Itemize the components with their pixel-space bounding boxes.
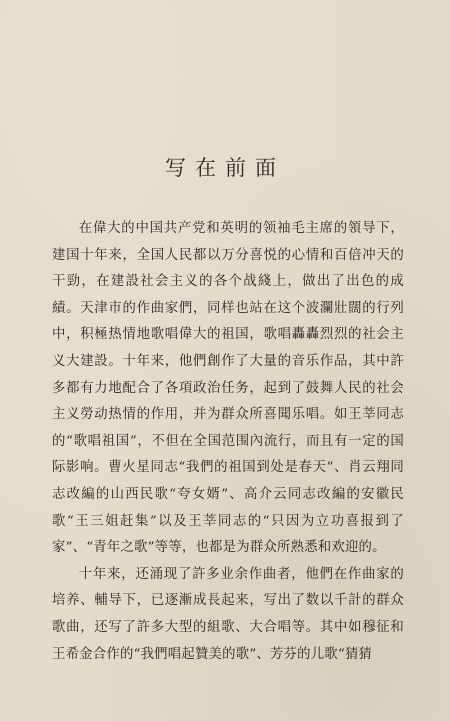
paragraph: 在偉大的中国共产党和英明的领袖毛主席的領导下，建国十年来，全国人民都以万分喜悦的心情和百倍冲天的干勁，在建設社会主义的各个战綫上，做出了出色的成績。天津市的作曲家們，同样也站在这个波瀾壯闊的行列中，积極热情地歌唱偉大的祖国，歌唱轟轟烈烈的社会主义大建設。十年来，他們創作了大量的音乐作品，其中許多都有力地配合了各項政治任务，起到了鼓舞人民的社会主义勞动热情的作用，并为群众所喜聞乐唱。如王莘同志的“歌唱祖国”，不但在全国范围內流行，而且有一定的国际影响。曹火星同志“我們的祖国到处是春天”、肖云翔同志改編的山西民歌“夸女婿”、高介云同志改編的安徽民歌“王三姐赶集”以及王莘同志的“只因为立功喜报到了家”、“青年之歌”等等，也都是为群众所熟悉和欢迎的。 [52, 221, 404, 556]
paragraph: 十年来，还涌现了許多业余作曲者，他們在作曲家的培养、輔导下，已逐漸成長起来，写出了数以千計的群众歌曲，还写了許多大型的組歌、大合唱等。其中如穆征和王希金合作的“我們唱起贊美的歌”、芳芬的儿歌“猜猜 [52, 566, 404, 662]
page-title: 写在前面 [165, 156, 285, 180]
body-text [52, 216, 404, 668]
